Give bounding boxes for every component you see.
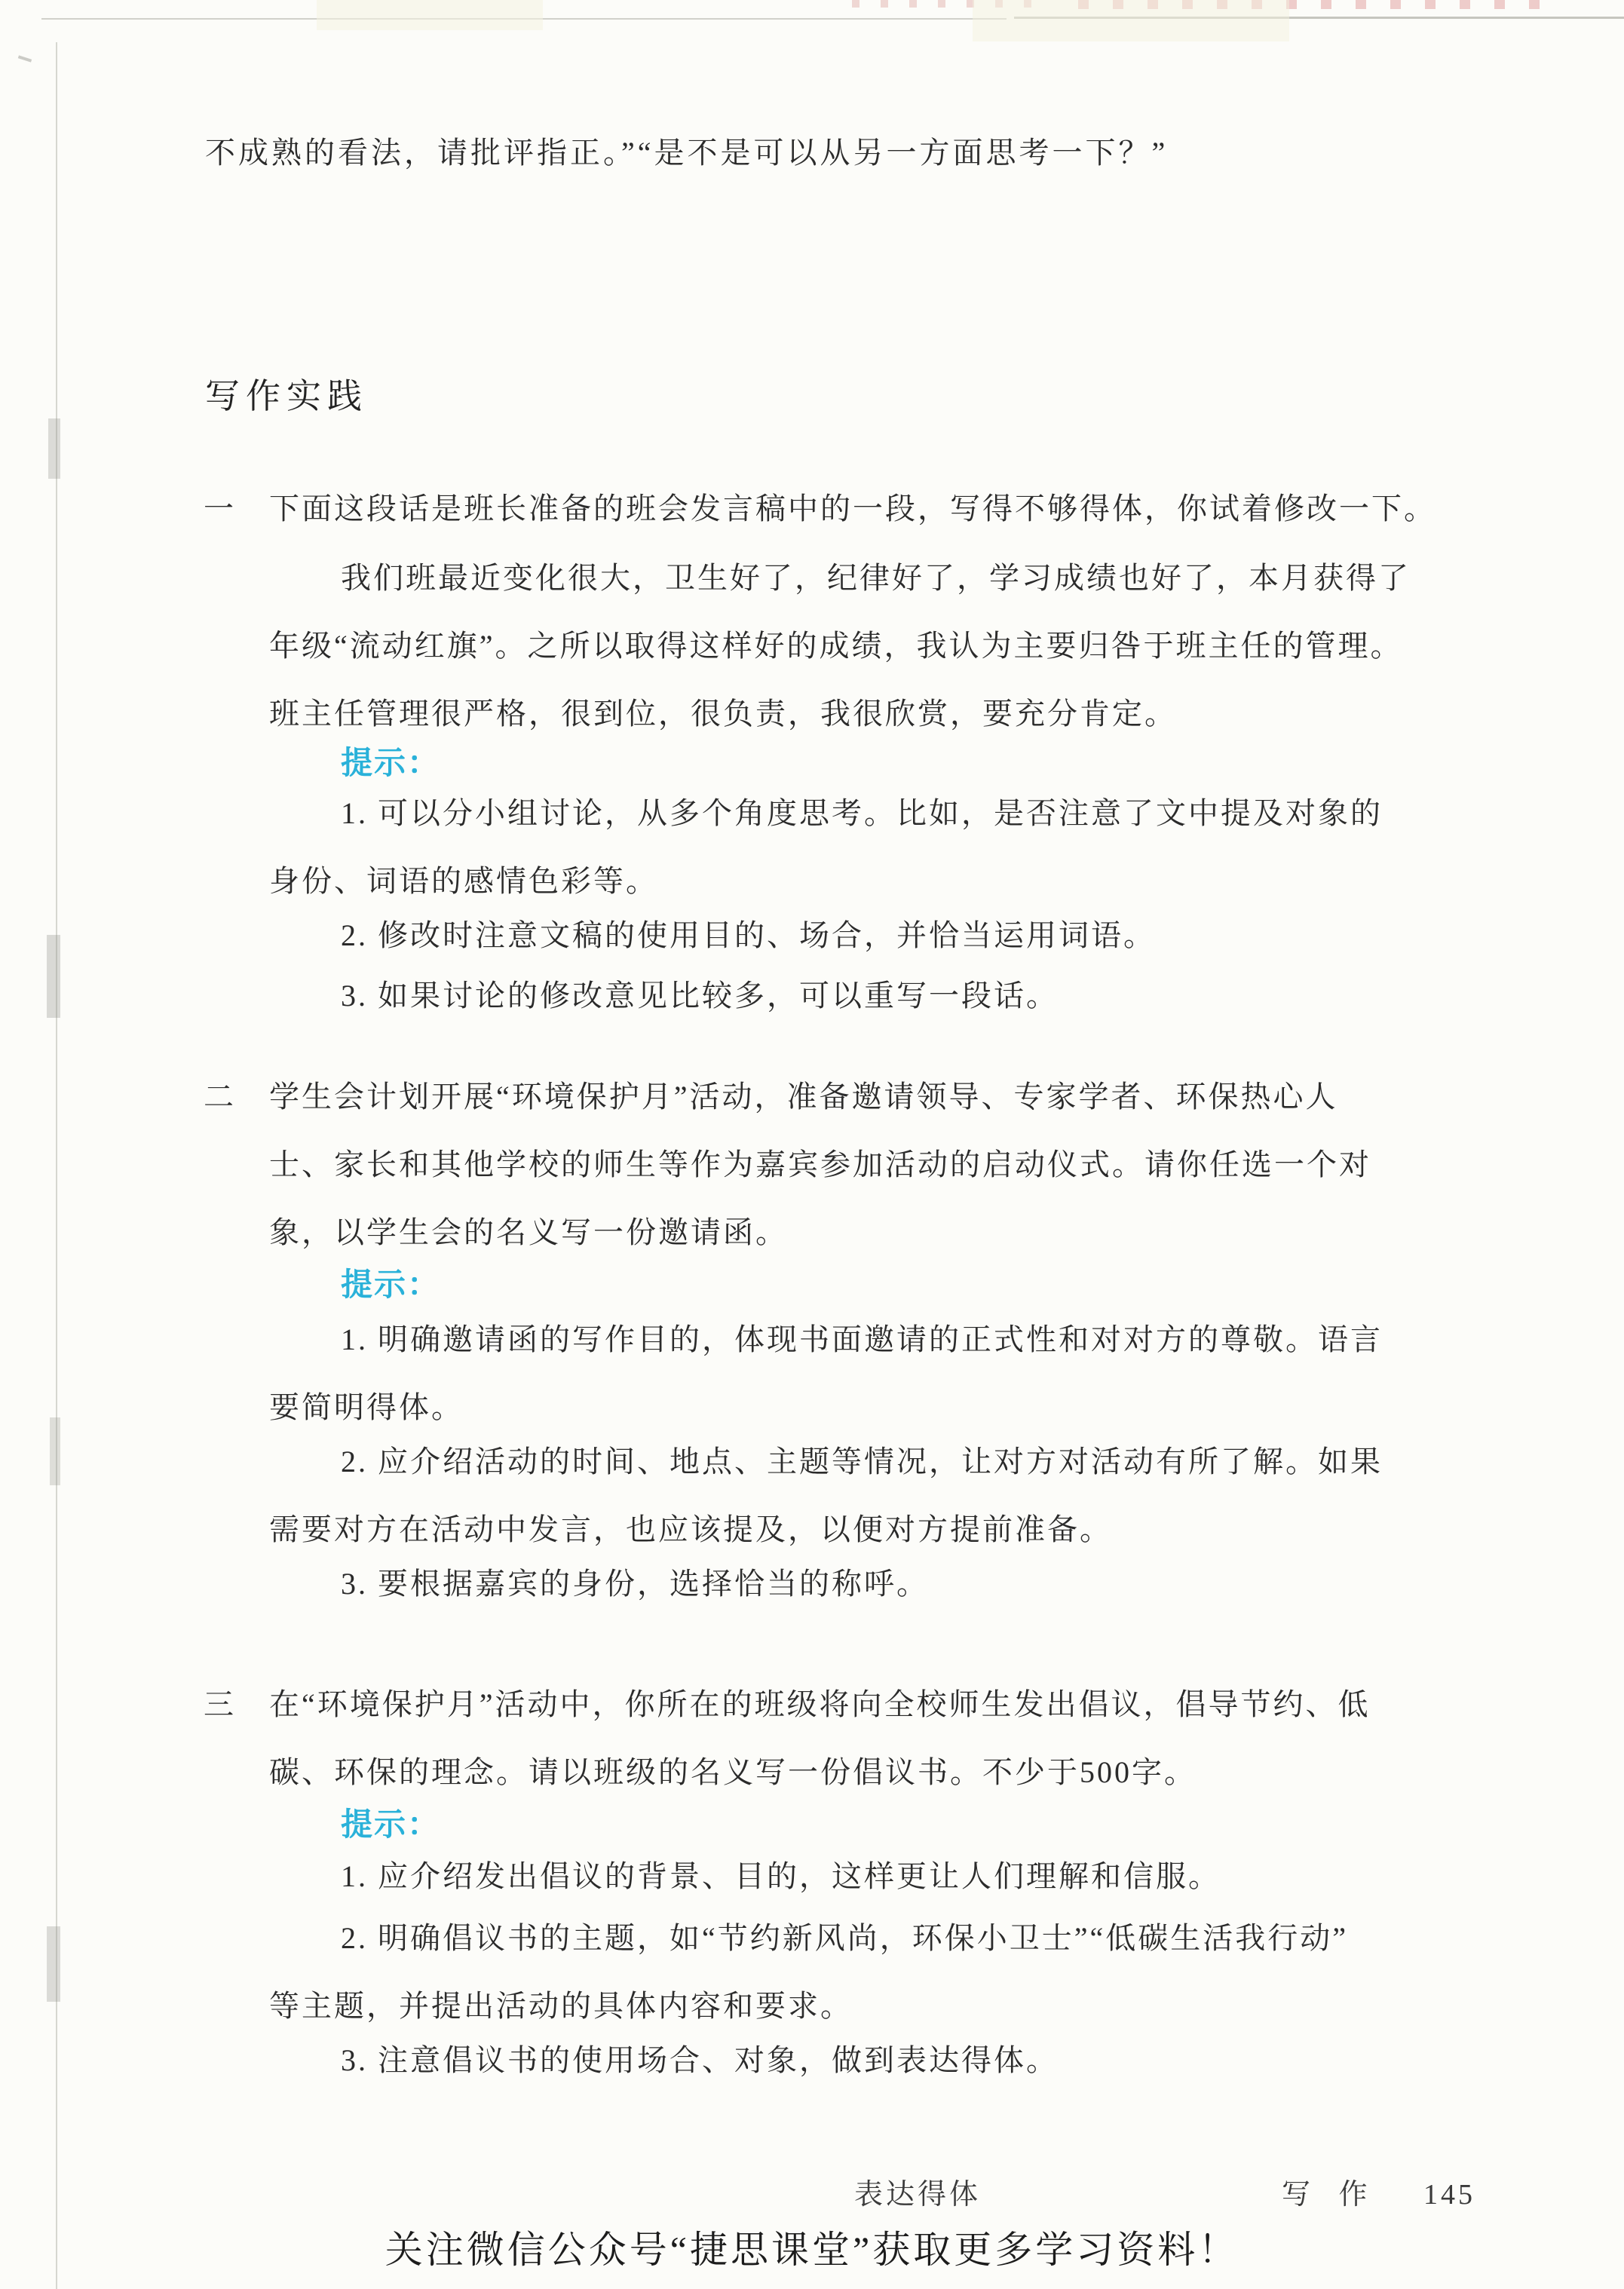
scan-smudge [47, 1926, 60, 2002]
task2-line: 士、家长和其他学校的师生等作为嘉宾参加活动的启动仪式。请你任选一个对 [269, 1148, 1371, 1181]
task1-line: 下面这段话是班长准备的班会发言稿中的一段，写得不够得体，你试着修改一下。 [269, 492, 1436, 526]
task1-number: 一 [204, 492, 236, 526]
scan-smudge [50, 1417, 60, 1485]
promo-watermark: 关注微信公众号“捷思课堂”获取更多学习资料！ [385, 2229, 1239, 2271]
scan-tint [317, 0, 543, 30]
scan-tick [18, 55, 32, 62]
task3-line: 碳、环保的理念。请以班级的名义写一份倡议书。不少于500字。 [269, 1755, 1197, 1789]
task2-hint-line: 1. 明确邀请函的写作目的，体现书面邀请的正式性和对对方的尊敬。语言 [341, 1322, 1383, 1356]
scan-smudge [47, 935, 60, 1018]
task3-hint-line: 3. 注意倡议书的使用场合、对象，做到表达得体。 [341, 2043, 1059, 2077]
footer-chapter-title: 表达得体 [854, 2179, 982, 2211]
task3-number: 三 [204, 1687, 236, 1721]
task1-hint-line: 3. 如果讨论的修改意见比较多，可以重写一段话。 [341, 979, 1059, 1013]
task1-quote-line: 班主任管理很严格，很到位，很负责，我很欣赏，要充分肯定。 [269, 697, 1177, 731]
task1-hint-label: 提示： [341, 745, 441, 780]
task3-hint-label: 提示： [341, 1806, 441, 1842]
section-title: 写作实践 [205, 377, 368, 415]
footer-page-number: 145 [1423, 2179, 1475, 2211]
task3-line: 在“环境保护月”活动中，你所在的班级将向全校师生发出倡议，倡导节约、低 [269, 1687, 1371, 1721]
task2-hint-line: 需要对方在活动中发言，也应该提及，以便对方提前准备。 [269, 1512, 1112, 1546]
task1-quote-line: 年级“流动红旗”。之所以取得这样好的成绩，我认为主要归咎于班主任的管理。 [269, 629, 1403, 663]
task1-hint-line: 1. 可以分小组讨论，从多个角度思考。比如，是否注意了文中提及对象的 [341, 796, 1383, 830]
task1-hint-line: 2. 修改时注意文稿的使用目的、场合，并恰当运用词语。 [341, 918, 1156, 952]
scan-smudge [48, 418, 60, 479]
intro-line: 不成熟的看法，请批评指正。”“是不是可以从另一方面思考一下？” [205, 136, 1169, 170]
task2-number: 二 [204, 1080, 236, 1114]
task2-hint-label: 提示： [341, 1267, 441, 1302]
task1-hint-line: 身份、词语的感情色彩等。 [269, 864, 658, 898]
task2-hint-line: 要简明得体。 [269, 1390, 464, 1424]
task1-quote-line: 我们班最近变化很大，卫生好了，纪律好了，学习成绩也好了，本月获得了 [341, 561, 1411, 595]
scan-tint [973, 0, 1289, 41]
task2-hint-line: 3. 要根据嘉宾的身份，选择恰当的称呼。 [341, 1567, 929, 1601]
task3-hint-line: 1. 应介绍发出倡议的背景、目的，这样更让人们理解和信服。 [341, 1859, 1221, 1893]
task3-hint-line: 等主题，并提出活动的具体内容和要求。 [269, 1989, 853, 2023]
task2-line: 学生会计划开展“环境保护月”活动，准备邀请领导、专家学者、环保热心人 [269, 1080, 1338, 1114]
footer-section-label: 写 作 [1282, 2179, 1378, 2211]
task3-hint-line: 2. 明确倡议书的主题，如“节约新风尚，环保小卫士”“低碳生活我行动” [341, 1921, 1349, 1955]
task2-hint-line: 2. 应介绍活动的时间、地点、主题等情况，让对方对活动有所了解。如果 [341, 1445, 1383, 1479]
task2-line: 象，以学生会的名义写一份邀请函。 [269, 1215, 788, 1249]
